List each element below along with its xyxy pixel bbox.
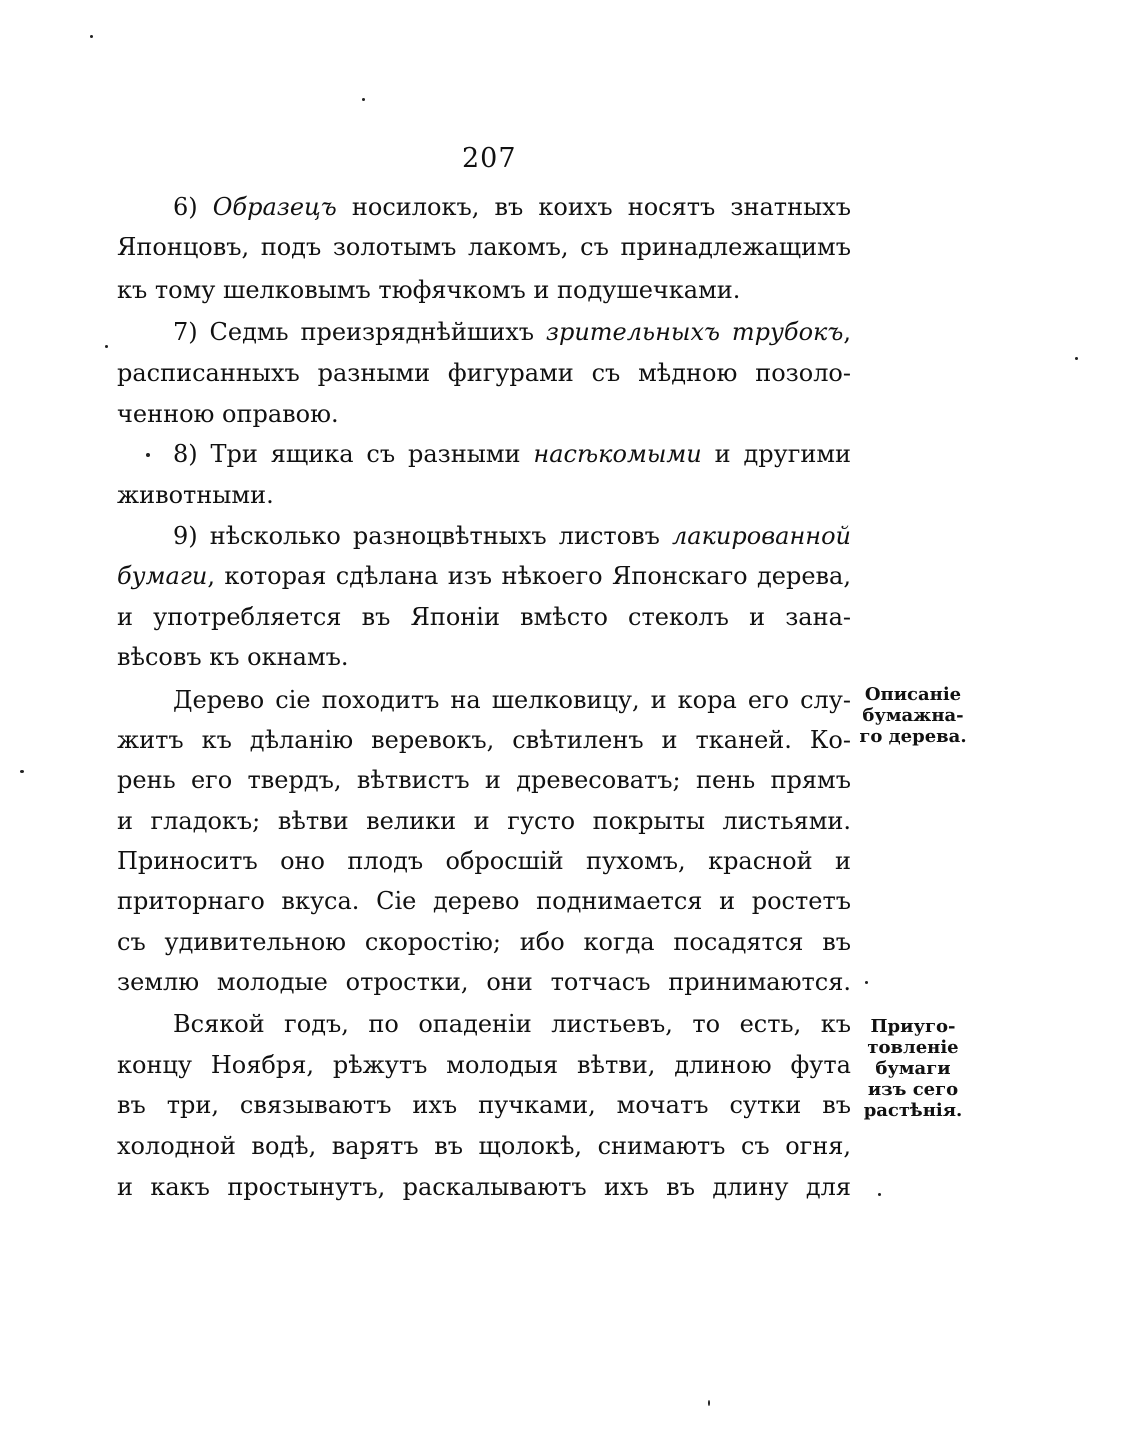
text-line: землю молодые отростки, они тотчасъ принимаются.	[117, 968, 851, 996]
scan-speck	[708, 1400, 710, 1406]
scan-speck	[362, 98, 365, 101]
scan-speck	[105, 345, 108, 348]
scan-speck	[90, 35, 93, 38]
scan-speck	[20, 770, 24, 773]
text-line: холодной водѣ, варятъ въ щолокѣ, снимаютъ съ огня,	[117, 1132, 851, 1160]
text-line: 6) Образецъ носилокъ, въ коихъ носятъ знатныхъ	[173, 193, 851, 221]
text-line: и какъ простынутъ, раскалываютъ ихъ въ длину для	[117, 1173, 851, 1201]
text-line: 7) Седмь преизряднѣйшихъ зрительныхъ трубокъ,	[173, 318, 851, 346]
margin-note-preparation: Приуго- товленіе бумаги изъ сего растѣнія.	[863, 1016, 963, 1121]
text-line: животными.	[117, 481, 274, 509]
text-line: бумаги, которая сдѣлана изъ нѣкоего Японскаго дерева,	[117, 562, 851, 590]
text-line: расписанныхъ разными фигурами съ мѣдною позоло-	[117, 359, 851, 387]
scan-speck	[878, 1193, 881, 1196]
scan-speck	[146, 453, 150, 457]
text-line: ченною оправою.	[117, 400, 339, 428]
text-line: 8) Три ящика съ разными насѣкомыми и другими	[173, 440, 852, 468]
margin-note-description: Описаніе бумажна- го дерева.	[859, 684, 967, 747]
text-line: въ три, связываютъ ихъ пучками, мочатъ сутки въ	[117, 1091, 851, 1119]
text-line: къ тому шелковымъ тюфячкомъ и подушечками.	[117, 276, 741, 304]
page-number: 207	[462, 143, 517, 174]
text-line: Японцовъ, подъ золотымъ лакомъ, съ принадлежащимъ	[117, 233, 851, 261]
text-line: приторнаго вкуса. Сіе дерево поднимается и ростетъ	[117, 887, 851, 915]
text-line: рень его твердъ, вѣтвистъ и древесоватъ; пень прямъ	[117, 766, 851, 794]
text-line: концу Ноября, рѣжутъ молодыя вѣтви, длиною фута	[117, 1051, 851, 1079]
text-line: съ удивительною скоростію; ибо когда посадятся въ	[117, 928, 851, 956]
scan-speck	[865, 981, 868, 984]
scan-speck	[1075, 357, 1078, 360]
text-line: и гладокъ; вѣтви велики и густо покрыты листьями.	[117, 807, 851, 835]
text-line: и употребляется въ Японіи вмѣсто стеколъ и зана-	[117, 603, 851, 631]
text-line: 9) нѣсколько разноцвѣтныхъ листовъ лакированной	[173, 522, 851, 550]
text-line: Всякой годъ, по опаденіи листьевъ, то есть, къ	[173, 1010, 851, 1038]
text-line: Дерево сіе походитъ на шелковицу, и кора его слу-	[173, 686, 851, 714]
text-line: житъ къ дѣланію веревокъ, свѣтиленъ и тканей. Ко-	[117, 726, 851, 754]
text-line: Приноситъ оно плодъ обросшій пухомъ, красной и	[117, 847, 851, 875]
text-line: вѣсовъ къ окнамъ.	[117, 643, 349, 671]
